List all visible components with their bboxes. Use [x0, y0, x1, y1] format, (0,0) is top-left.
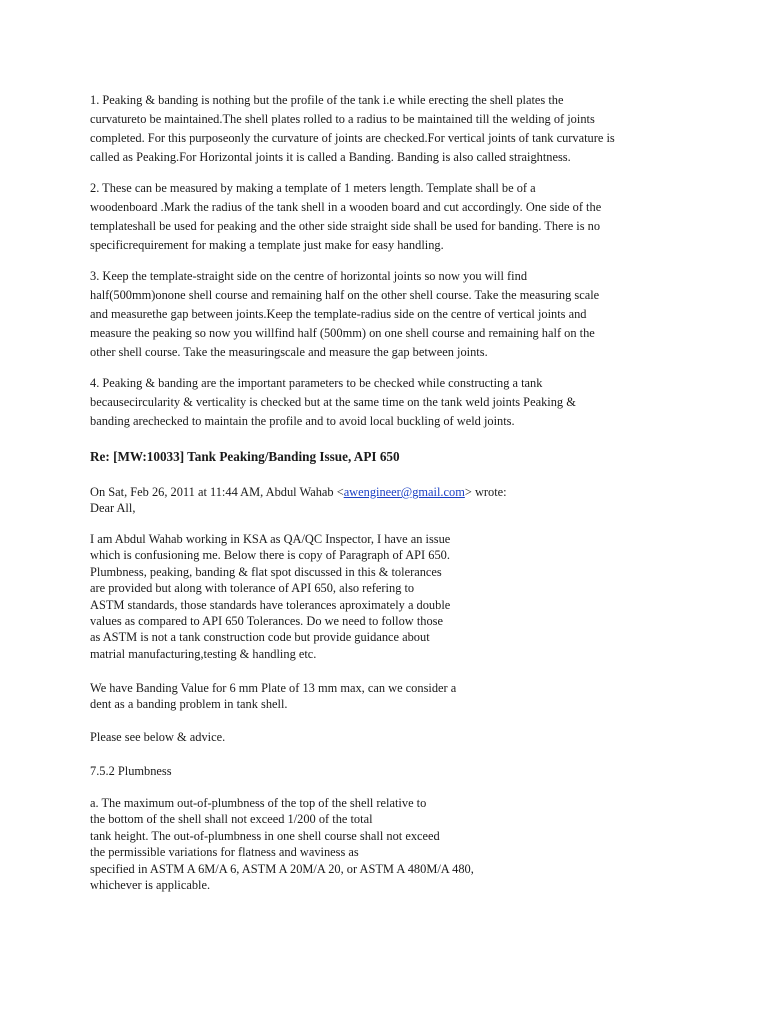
email-body-line: matrial manufacturing,testing & handling etc. [90, 646, 317, 661]
email-body-line: as ASTM is not a tank construction code but provide guidance about [90, 630, 430, 645]
paragraph-line: 2. These can be measured by making a template of 1 meters length. Template shall be of a [90, 181, 536, 195]
email-body-paragraph [90, 531, 650, 662]
paragraph-line: completed. For this purposeonly the curvature of joints are checked.For vertical joints of tank curvature is [90, 130, 615, 145]
paragraph-line: 4. Peaking & banding are the important parameters to be checked while constructing a tank [90, 376, 543, 390]
section-heading: 7.5.2 Plumbness [90, 764, 172, 778]
email-body-line: which is confusioning me. Below there is copy of Paragraph of API 650. [90, 548, 450, 563]
email-subject-heading: Re: [MW:10033] Tank Peaking/Banding Issue, API 650 [90, 449, 400, 464]
paragraph-line: specificrequirement for making a template just make for easy handling. [90, 237, 444, 252]
paragraph-line: banding arechecked to maintain the profile and to avoid local buckling of weld joints. [90, 413, 515, 428]
email-body-line: values as compared to API 650 Tolerances. Do we need to follow those [90, 613, 443, 628]
email-body-line: the permissible variations for flatness and waviness as [90, 845, 359, 860]
attribution-suffix: > wrote: [464, 485, 507, 499]
attribution-prefix: On Sat, Feb 26, 2011 at 11:44 AM, Abdul Wahab < [90, 485, 344, 499]
greeting: Dear All, [90, 501, 136, 516]
email-body-line: dent as a banding problem in tank shell. [90, 697, 288, 712]
email-body-line: ASTM standards, those standards have tolerances aproximately a double [90, 597, 451, 612]
paragraph-line: woodenboard .Mark the radius of the tank shell in a wooden board and cut accordingly. One side of the [90, 199, 602, 214]
paragraph-line: curvatureto be maintained.The shell plates rolled to a radius to be maintained till the welding of joints [90, 111, 595, 126]
paragraph-3 [90, 267, 690, 361]
email-body-line: I am Abdul Wahab working in KSA as QA/QC Inspector, I have an issue [90, 532, 451, 546]
paragraph-line: 3. Keep the template-straight side on the centre of horizontal joints so now you will find [90, 269, 528, 283]
email-body-line: are provided but along with tolerance of API 650, also refering to [90, 581, 415, 596]
email-attribution-line [90, 484, 650, 500]
paragraph-line: other shell course. Take the measuringscale and measure the gap between joints. [90, 344, 488, 359]
plumbness-paragraph [90, 795, 650, 893]
banding-question [90, 680, 650, 713]
section-title [90, 763, 650, 779]
advice-line [90, 729, 650, 745]
email-body-line: the bottom of the shell shall not exceed 1/200 of the total [90, 812, 373, 827]
email-address-link[interactable]: awengineer@gmail.com [343, 485, 465, 499]
paragraph-line: and measurethe gap between joints.Keep the template-radius side on the centre of vertical joints and [90, 306, 587, 321]
paragraph-line: called as Peaking.For Horizontal joints it is called a Banding. Banding is also called straightness. [90, 149, 571, 164]
email-body-line: tank height. The out-of-plumbness in one shell course shall not exceed [90, 828, 440, 843]
email-body-line: a. The maximum out-of-plumbness of the top of the shell relative to [90, 796, 427, 810]
paragraph-1 [90, 91, 690, 167]
email-body-line: whichever is applicable. [90, 877, 211, 892]
email-body-line: We have Banding Value for 6 mm Plate of 13 mm max, can we consider a [90, 681, 457, 695]
email-intro [90, 484, 650, 517]
paragraph-line: templateshall be used for peaking and the other side straight side shall be used for banding. There is no [90, 218, 601, 233]
email-body-line: Please see below & advice. [90, 730, 226, 744]
email-body-line: Plumbness, peaking, banding & flat spot discussed in this & tolerances [90, 564, 442, 579]
paragraph-2 [90, 179, 690, 255]
paragraph-line: becausecircularity & verticality is checked but at the same time on the tank weld joints Peaking & [90, 394, 576, 409]
paragraph-line: 1. Peaking & banding is nothing but the profile of the tank i.e while erecting the shell plates the [90, 93, 564, 107]
paragraph-line: measure the peaking so now you willfind half (500mm) on one shell course and remaining half on the [90, 325, 595, 340]
paragraph-line: half(500mm)onone shell course and remaining half on the other shell course. Take the measuring scale [90, 287, 600, 302]
email-body-line: specified in ASTM A 6M/A 6, ASTM A 20M/A 20, or ASTM A 480M/A 480, [90, 861, 474, 876]
paragraph-4 [90, 374, 690, 431]
